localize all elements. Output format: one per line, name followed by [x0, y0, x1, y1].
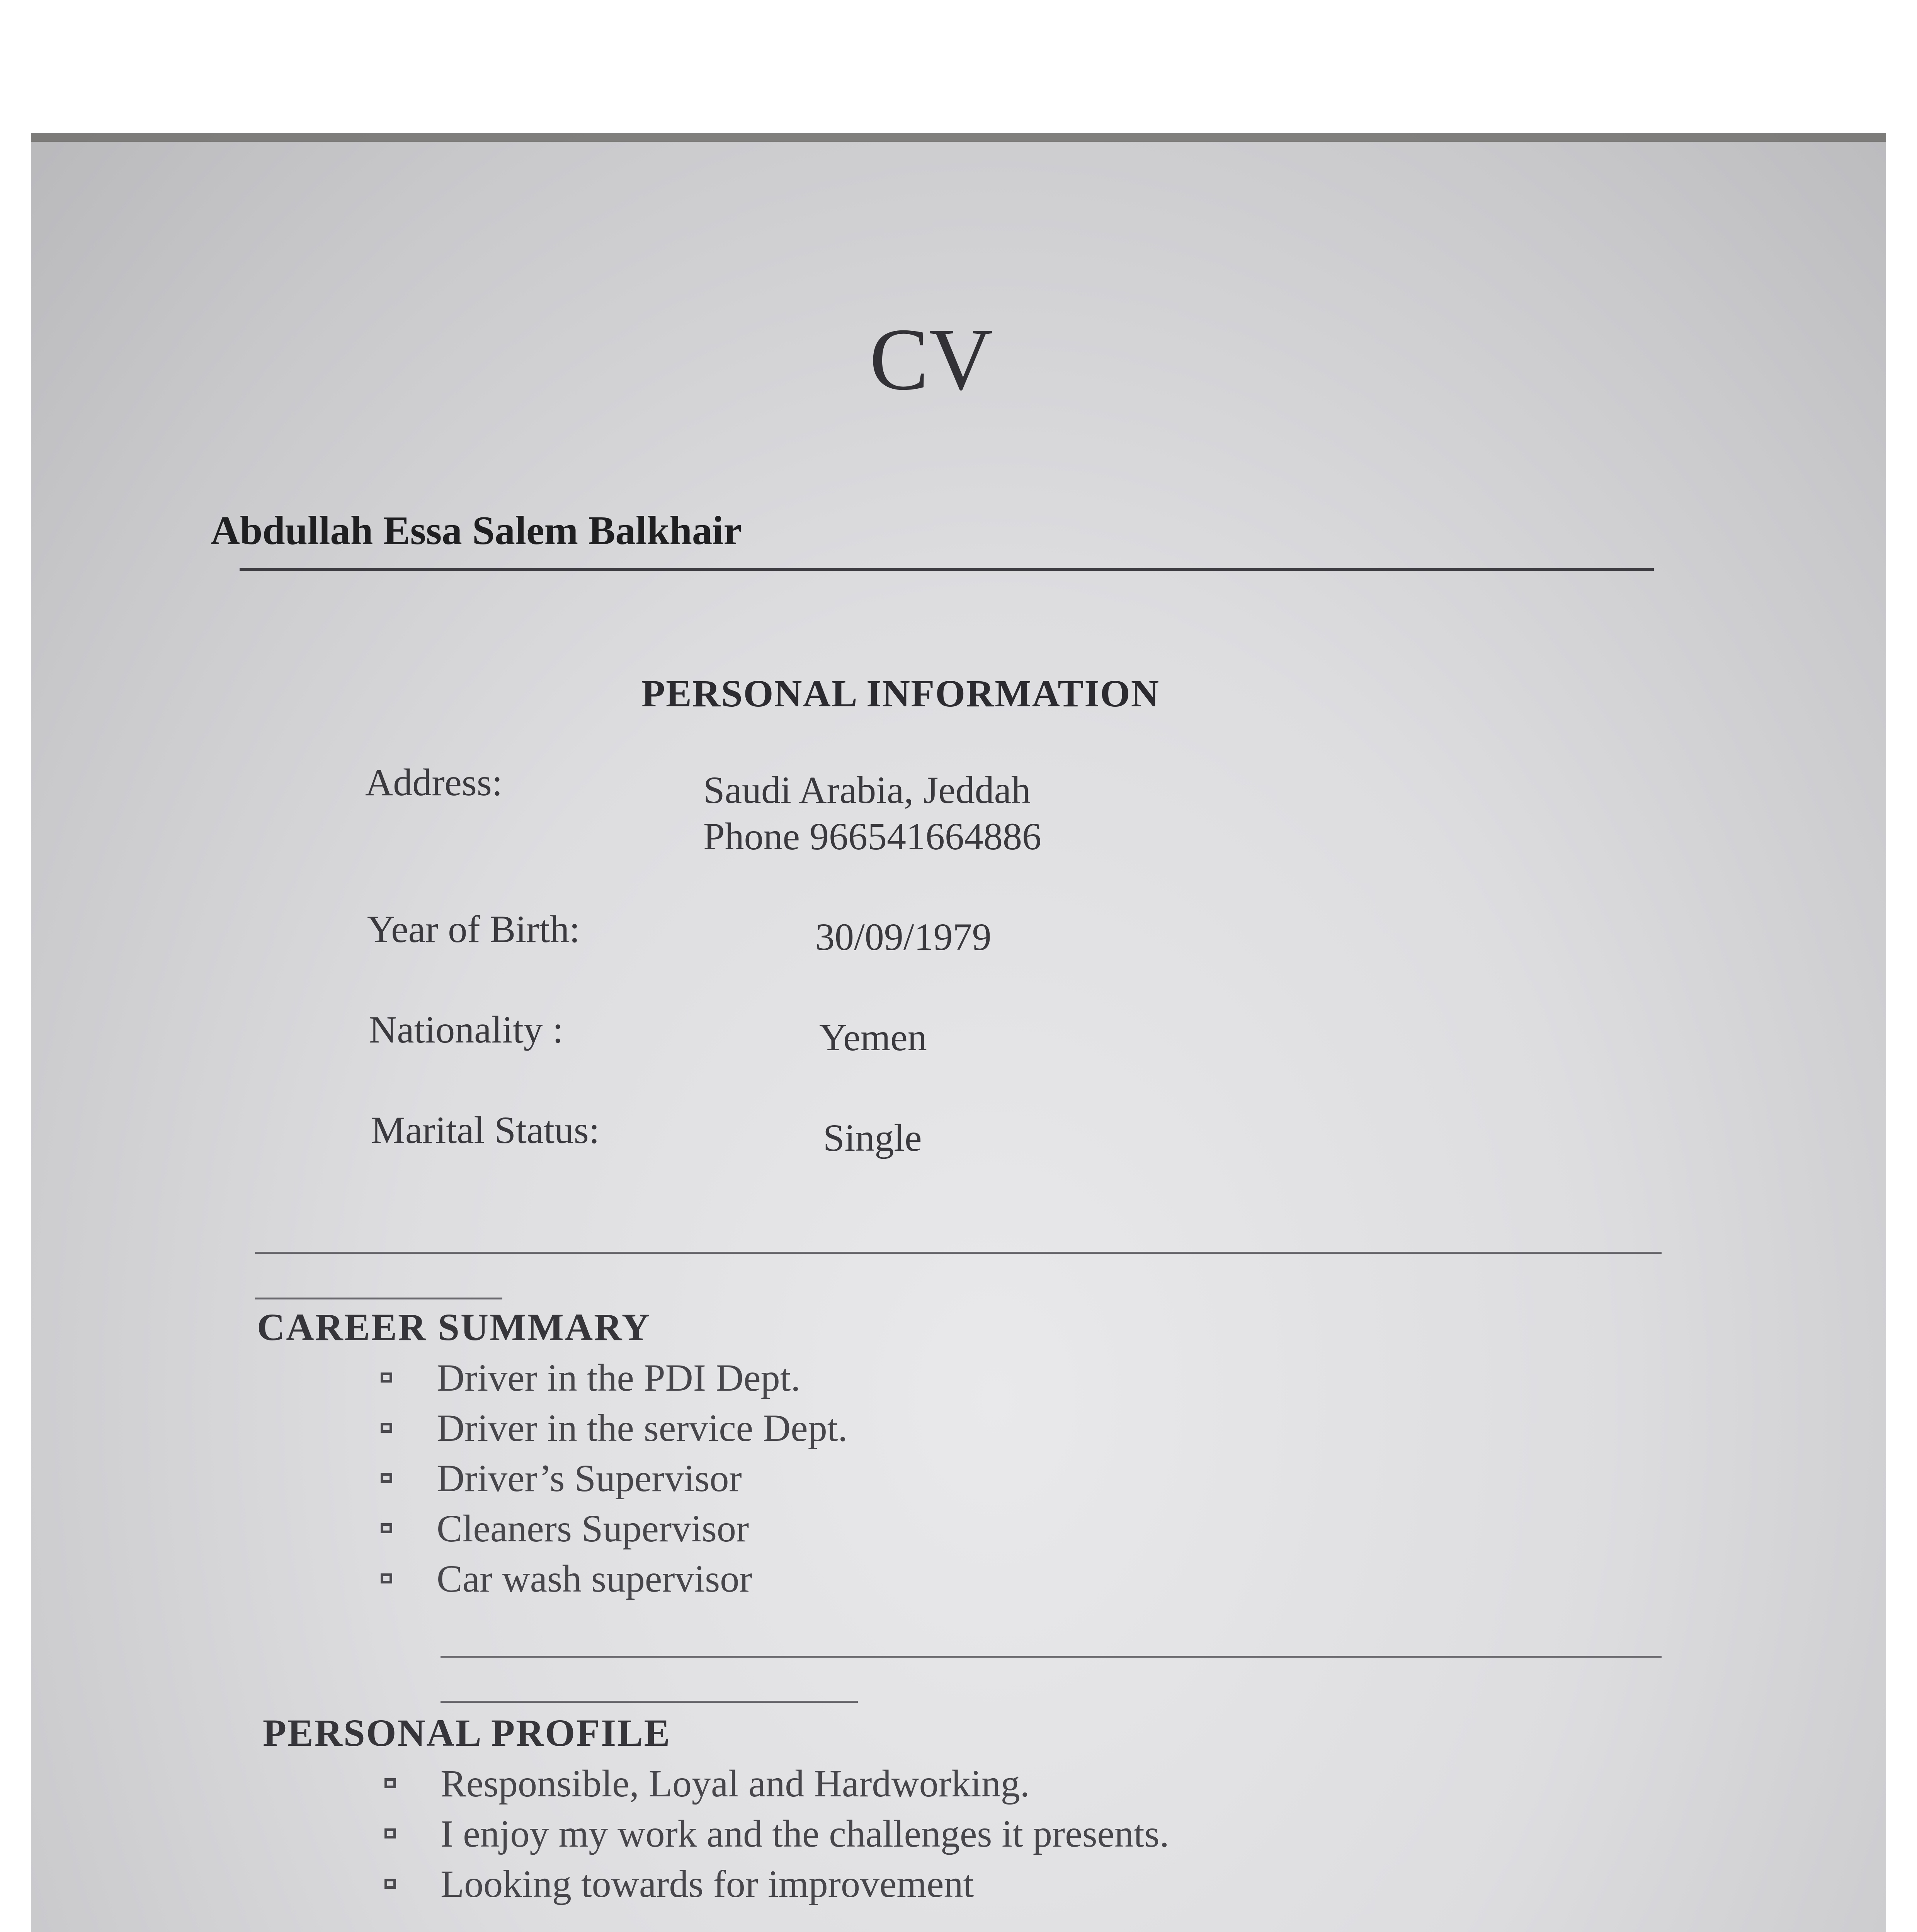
checkbox-bullet-icon — [384, 1778, 396, 1788]
checkbox-bullet-icon — [381, 1423, 392, 1433]
list-item — [381, 1352, 847, 1403]
section-divider — [441, 1656, 1662, 1658]
section-divider-short — [441, 1701, 858, 1703]
checkbox-bullet-icon — [384, 1879, 396, 1889]
career-item-text: Driver’s Supervisor — [437, 1456, 742, 1500]
list-item — [381, 1553, 847, 1604]
profile-item-text: Responsible, Loyal and Hardworking. — [441, 1762, 1030, 1805]
checkbox-bullet-icon — [384, 1828, 396, 1838]
address-label: Address: — [365, 761, 503, 804]
candidate-name: Abdullah Essa Salem Balkhair — [211, 508, 742, 553]
career-item-text: Driver in the PDI Dept. — [437, 1356, 801, 1399]
nationality-value: Yemen — [819, 1016, 927, 1059]
birth-label: Year of Birth: — [367, 908, 580, 951]
nationality-label: Nationality : — [369, 1008, 563, 1051]
career-item-text: Cleaners Supervisor — [437, 1507, 749, 1550]
name-underline — [240, 568, 1654, 571]
profile-item-text: Looking towards for improvement — [441, 1862, 974, 1905]
list-item — [381, 1453, 847, 1503]
checkbox-bullet-icon — [381, 1523, 392, 1533]
career-item-text: Driver in the service Dept. — [437, 1406, 848, 1449]
photo-edge — [31, 133, 1886, 142]
address-value: Saudi Arabia, Jeddah — [703, 769, 1031, 811]
list-item — [384, 1758, 1169, 1808]
profile-item-text: I enjoy my work and the challenges it presents. — [441, 1812, 1169, 1855]
checkbox-bullet-icon — [381, 1473, 392, 1483]
section-divider-short — [255, 1298, 502, 1299]
list-item — [381, 1503, 847, 1553]
career-summary-heading: CAREER SUMMARY — [257, 1306, 651, 1349]
checkbox-bullet-icon — [381, 1372, 392, 1383]
career-summary-list — [381, 1352, 847, 1604]
marital-value: Single — [823, 1116, 922, 1159]
checkbox-bullet-icon — [381, 1573, 392, 1583]
personal-profile-heading: PERSONAL PROFILE — [263, 1711, 671, 1754]
section-divider — [255, 1252, 1662, 1254]
personal-information-heading: PERSONAL INFORMATION — [641, 672, 1160, 715]
phone-value: Phone 966541664886 — [703, 815, 1041, 858]
list-item — [384, 1859, 1169, 1909]
personal-profile-list — [384, 1758, 1169, 1909]
birth-value: 30/09/1979 — [815, 915, 992, 958]
marital-label: Marital Status: — [371, 1109, 600, 1151]
document-title: CV — [869, 310, 993, 408]
career-item-text: Car wash supervisor — [437, 1557, 752, 1600]
list-item — [381, 1403, 847, 1453]
list-item — [384, 1808, 1169, 1859]
